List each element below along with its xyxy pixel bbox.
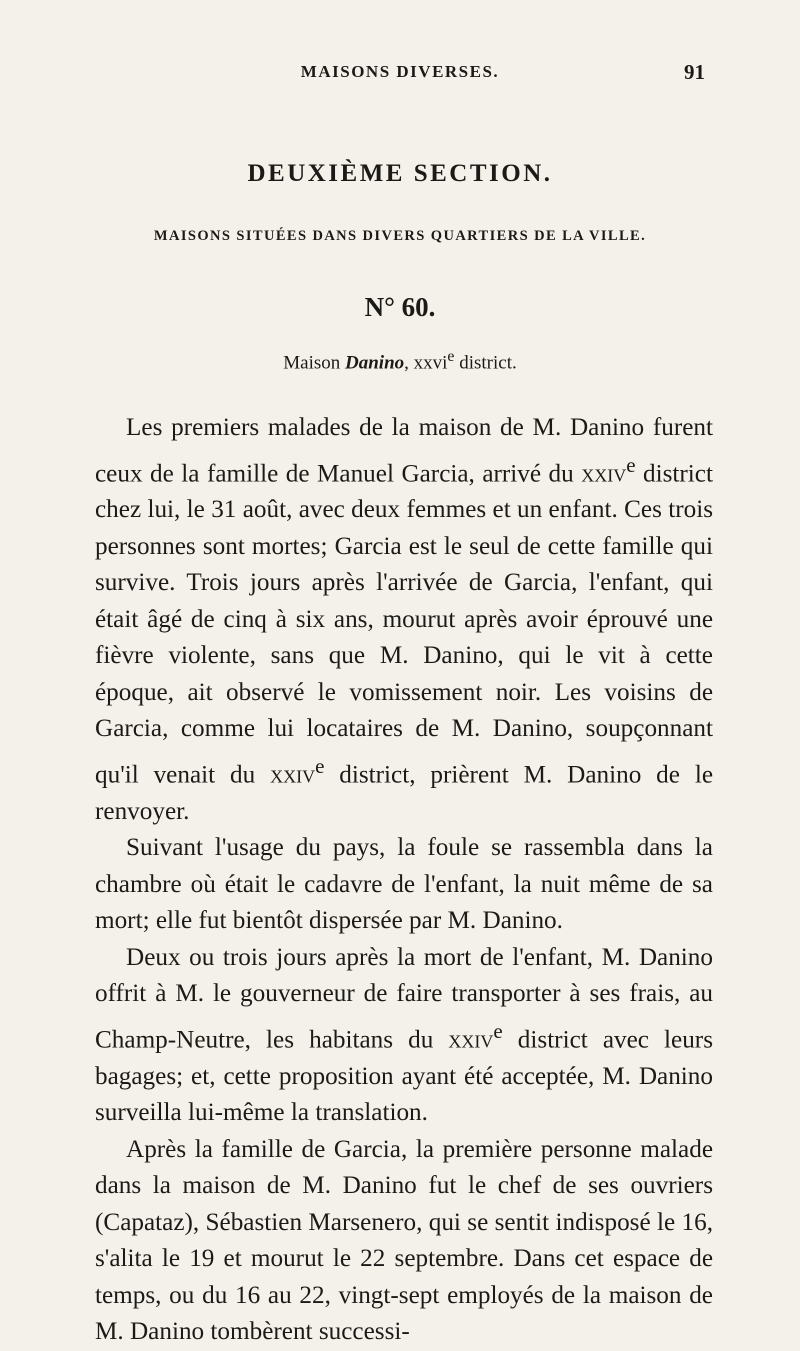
caption-end: district. — [454, 352, 517, 374]
roman-numeral: xxiv — [581, 459, 627, 487]
running-title: MAISONS DIVERSES. — [300, 62, 500, 81]
paragraph — [95, 410, 713, 830]
superscript: e — [493, 1018, 503, 1043]
entry-number: N° 60. — [364, 292, 436, 322]
page-number: 91 — [684, 60, 705, 84]
caption-suffix: , xxvi — [404, 352, 448, 374]
section-subtitle: MAISONS SITUÉES DANS DIVERS QUARTIERS DE LA VILLE. — [153, 228, 647, 244]
text-run: district, prièrent M. Danino de le renvoyer. — [95, 761, 713, 825]
text-run: Les premiers malades de la maison de M. Danino furent ceux de la famille de Manuel Garcia, arrivé du — [95, 414, 713, 487]
superscript: e — [315, 753, 325, 778]
body-text — [95, 410, 713, 1351]
section-title: DEUXIÈME SECTION. — [247, 160, 553, 187]
paragraph — [95, 1132, 713, 1351]
roman-numeral: xxiv — [448, 1026, 494, 1054]
running-head — [0, 62, 800, 82]
entry-caption — [0, 348, 800, 374]
text-run: Suivant l'usage du pays, la foule se rassembla dans la chambre où était le cadavre de l'enfant, la nuit même de sa mort; elle fut bientôt dispersée par M. Danino. — [95, 834, 713, 935]
text-run: district avec leurs bagages; et, cette proposition ayant été acceptée, M. Danino surveilla lui-même la translation. — [95, 1026, 713, 1127]
paragraph — [95, 940, 713, 1132]
superscript: e — [626, 452, 636, 477]
roman-numeral: xxiv — [270, 761, 316, 789]
text-run: Deux ou trois jours après la mort de l'enfant, M. Danino offrit à M. le gouverneur de faire transporter à ses frais, au Champ-Neutre, les habitans du — [95, 943, 713, 1054]
caption-sup: e — [447, 348, 455, 365]
text-run: Après la famille de Garcia, la première personne malade dans la maison de M. Danino fut le chef de ses ouvriers (Capataz), Sébastien Marsenero, qui se sentit indisposé le 16, s'alita le 19 et mourut le 22 septembre. Dans cet espace de temps, ou du 16 au 22, vingt-sept employés de la maison de M. Danino tombèrent successi- — [95, 1135, 713, 1346]
text-run: district chez lui, le 31 août, avec deux femmes et un enfant. Ces trois personnes sont mortes; Garcia est le seul de cette famille qui survive. Trois jours après l'arrivée de Garcia, l'enfant, qui était âgé de cinq à six ans, mourut après avoir éprouvé une fièvre violente, sans que M. Danino, qui le vit à cette époque, ait observé le vomissement noir. Les voisins de Garcia, comme lui locataires de M. Danino, soupçonnant qu'il venait du — [95, 459, 713, 789]
caption-prefix: Maison — [283, 352, 345, 374]
caption-name: Danino — [345, 352, 405, 374]
paragraph — [95, 830, 713, 940]
